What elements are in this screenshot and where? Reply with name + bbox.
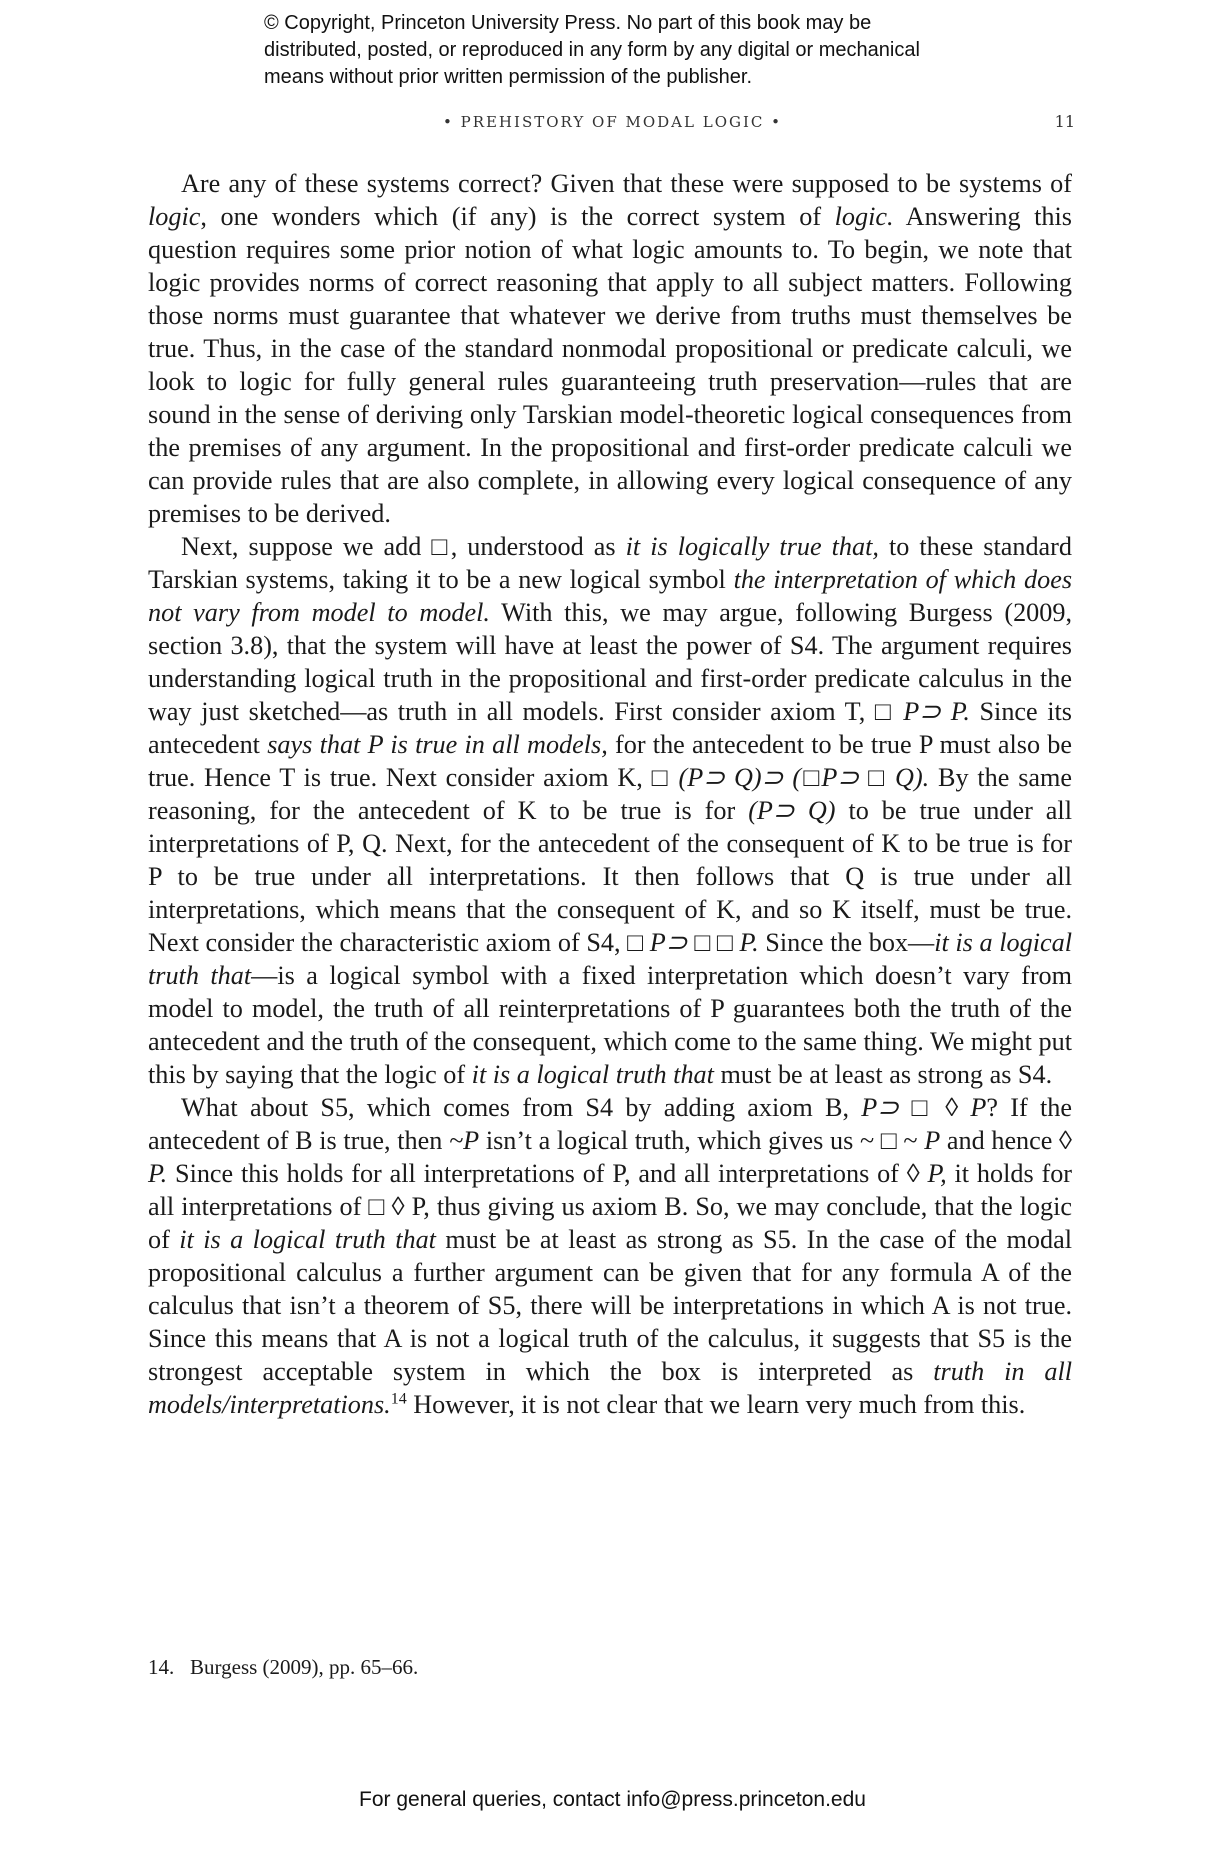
copyright-line-1: © Copyright, Princeton University Press. No part of this book may be <box>264 12 872 34</box>
paragraph-3: What about S5, which comes from S4 by adding axiom B, P⊃ □ ◊ P? If the antecedent of B is true, then ~P isn’t a logical truth, which gives us ~ □ ~ P and hence ◊ P. Since this holds for all interpretations of P, and all interpretations of ◊ P, it holds for all interpretations of □ ◊ P, thus giving us axiom B. So, we may conclude, that the logic of it is a logical truth that must be at least as strong as S5. In the case of the modal propositional calculus a further argument can be given that for any formula A of the calculus that isn’t a theorem of S5, there will be interpretations in which A is not true. Since this means that A is not a logical truth of the calculus, it suggests that S5 is the strongest acceptable system in which the box is interpreted as truth in all models/interpretations.$^{14}$ However, it is not clear that we learn very much from this. <box>148 1093 1073 1419</box>
page-number: 11 <box>1054 112 1075 131</box>
footer-contact: For general queries, contact info@press.princeton.edu <box>359 1788 866 1811</box>
footnote-number: 14. <box>148 1655 175 1679</box>
copyright-line-2: distributed, posted, or reproduced in any form by any digital or mechanical <box>264 39 920 61</box>
copyright-notice <box>264 10 1024 91</box>
paragraph-1: Are any of these systems correct? Given that these were supposed to be systems of logic, one wonders which (if any) is the correct system of logic. Answering this question requires some prior notion of what logic amounts to. To begin, we note that logic provides norms of correct reasoning that apply to all subject matters. Following those norms must guarantee that whatever we derive from truths must themselves be true. Thus, in the case of the standard nonmodal propositional or predicate calculi, we look to logic for fully general rules guaranteeing truth preservation—rules that are sound in the sense of deriving only Tarskian model-theoretic logical consequences from the premises of any argument. In the propositional and first-order predicate calculi we can provide rules that are also complete, in allowing every logical consequence of any premises to be derived. <box>148 169 1072 528</box>
footnote-marker[interactable]: 14 <box>390 1390 407 1408</box>
copyright-line-3: means without prior written permission of the publisher. <box>264 66 753 88</box>
body-text <box>148 167 1072 1421</box>
paragraph-2: Next, suppose we add □, understood as it is logically true that, to these standard Tarskian systems, taking it to be a new logical symbol the interpretation of which does not vary from model to model. With this, we may argue, following Burgess (2009, section 3.8), that the system will have at least the power of S4. The argument requires understanding logical truth in the propositional and first-order predicate calculus in the way just sketched—as truth in all models. First consider axiom T, □ P⊃ P. Since its antecedent says that P is true in all models, for the antecedent to be true P must also be true. Hence T is true. Next consider axiom K, □ (P⊃ Q)⊃ (□P⊃ □ Q). By the same reasoning, for the antecedent of K to be true is for (P⊃ Q) to be true under all interpretations of P, Q. Next, for the antecedent of the consequent of K to be true is for P to be true under all interpretations. It then follows that Q is true under all interpretations, which means that the consequent of K, and so K itself, must be true. Next consider the characteristic axiom of S4, □ P⊃ □ □ P. Since the box—it is a logical truth that—is a logical symbol with a fixed interpretation which doesn’t vary from model to model, the truth of all reinterpretations of P guarantees both the truth of the antecedent and the truth of the consequent, which come to the same thing. We might put this by saying that the logic of it is a logical truth that must be at least as strong as S4. <box>148 532 1073 1089</box>
footnote-text: Burgess (2009), pp. 65–66. <box>190 1655 419 1679</box>
footnote <box>148 1655 1048 1680</box>
running-head: • PREHISTORY OF MODAL LOGIC • <box>442 113 782 131</box>
